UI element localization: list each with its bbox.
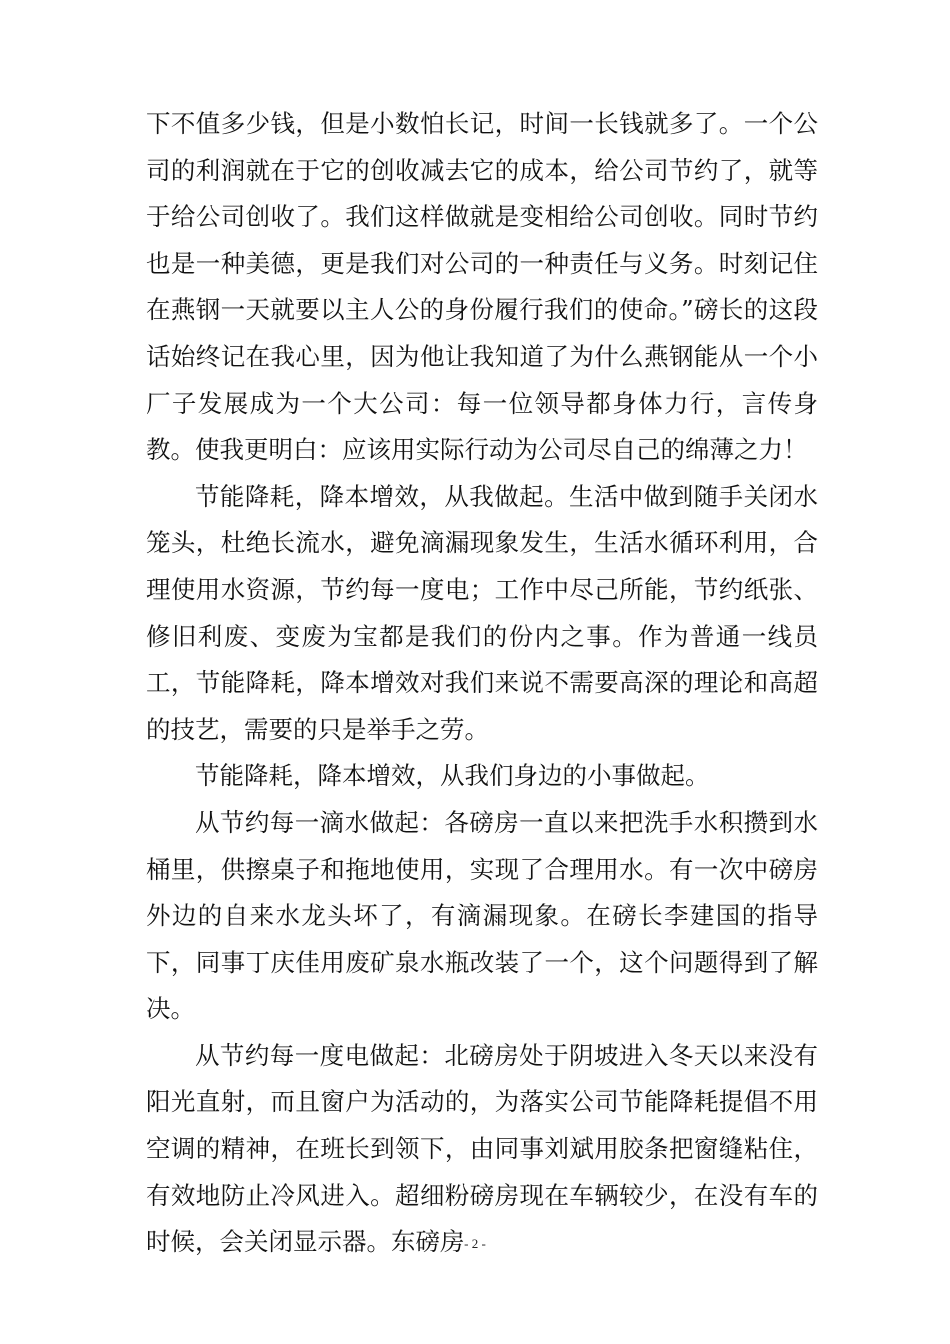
- paragraph-5: 从节约每一度电做起：北磅房处于阴坡进入冬天以来没有阳光直射，而且窗户为活动的，为落实公司节能降耗提倡不用空调的精神，在班长到领下，由同事刘斌用胶条把窗缝粘住，有效地防止冷风进入。超细粉磅房现在车辆较少，在没有车的时候，会关闭显示器。东磅房: [146, 1040, 818, 1257]
- page-number: - 2 -: [464, 1236, 486, 1251]
- paragraph-3: 节能降耗，降本增效，从我们身边的小事做起。: [195, 761, 710, 791]
- document-body: [146, 101, 818, 1266]
- paragraph-1: 下不值多少钱，但是小数怕长记，时间一长钱就多了。一个公司的利润就在于它的创收减去它的成本，给公司节约了，就等于给公司创收了。我们这样做就是变相给公司创收。同时节约也是一种美德，更是我们对公司的一种责任与义务。时刻记住在燕钢一天就要以主人公的身份履行我们的使命。”磅长的这段话始终记在我心里，因为他让我知道了为什么燕钢能从一个小厂子发展成为一个大公司：每一位领导都身体力行，言传身教。使我更明白：应该用实际行动为公司尽自己的绵薄之力！: [146, 109, 818, 465]
- paragraph-2: 节能降耗，降本增效，从我做起。生活中做到随手关闭水笼头，杜绝长流水，避免滴漏现象发生，生活水循环利用，合理使用水资源，节约每一度电；工作中尽己所能，节约纸张、修旧利废、变废为宝都是我们的份内之事。作为普通一线员工，节能降耗，降本增效对我们来说不需要高深的理论和高超的技艺，需要的只是举手之劳。: [146, 481, 818, 744]
- paragraph-4: 从节约每一滴水做起：各磅房一直以来把洗手水积攒到水桶里，供擦桌子和拖地使用，实现了合理用水。有一次中磅房外边的自来水龙头坏了，有滴漏现象。在磅长李建国的指导下，同事丁庆佳用废矿泉水瓶改装了一个，这个问题得到了解决。: [146, 807, 818, 1024]
